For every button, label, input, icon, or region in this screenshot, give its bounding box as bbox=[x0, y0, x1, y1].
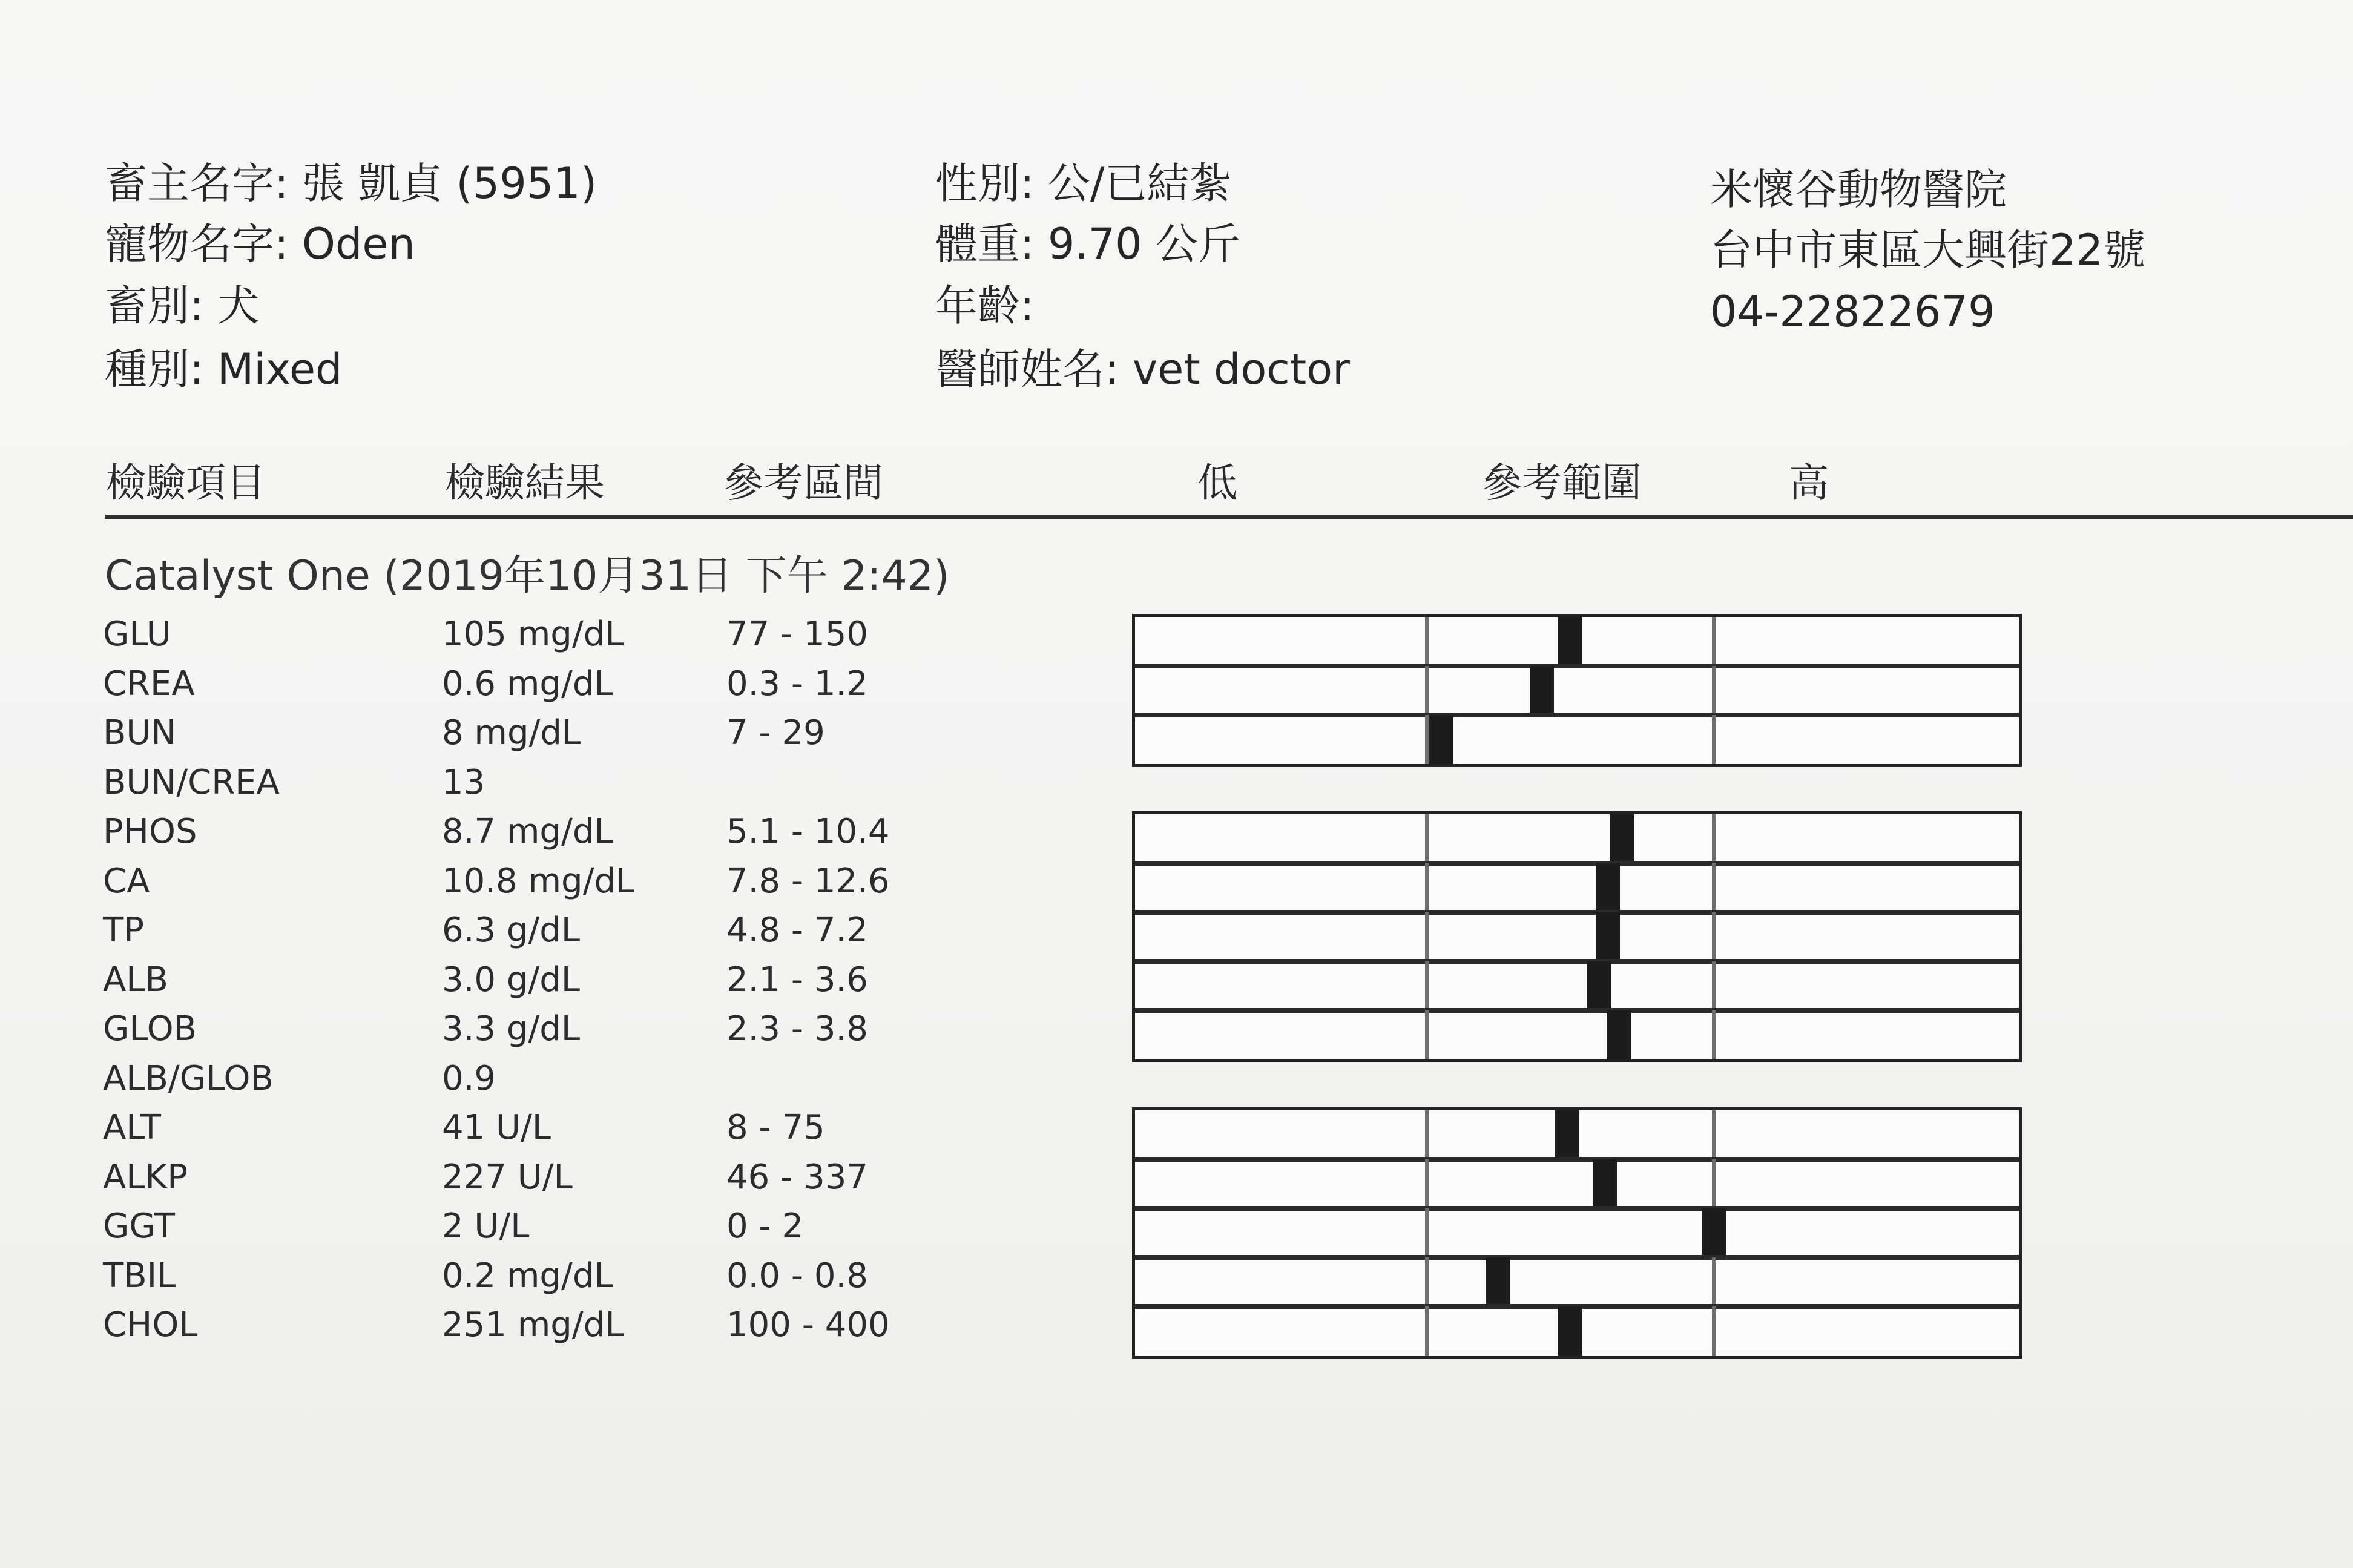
range-bar-ggt bbox=[1135, 1208, 2019, 1257]
result-row bbox=[0, 614, 1029, 667]
result-row bbox=[0, 1256, 1029, 1309]
header-result: 檢驗結果 bbox=[445, 460, 605, 506]
value-marker bbox=[1429, 715, 1453, 764]
test-result: 41 U/L bbox=[442, 1108, 551, 1147]
sex-label: 性別: bbox=[935, 159, 1035, 208]
test-reference: 5.1 - 10.4 bbox=[726, 812, 890, 851]
species-label: 畜別: bbox=[105, 281, 204, 331]
range-bound-line bbox=[1425, 715, 1429, 764]
range-bound-line bbox=[1425, 1010, 1429, 1059]
pet-value: Oden bbox=[301, 219, 415, 269]
result-row bbox=[0, 861, 1029, 914]
value-marker bbox=[1596, 912, 1620, 961]
clinic-phone: 04-22822679 bbox=[1710, 287, 1995, 337]
value-marker bbox=[1558, 1306, 1582, 1356]
test-reference: 77 - 150 bbox=[726, 614, 868, 654]
header-reference-interval: 參考區間 bbox=[723, 460, 883, 506]
value-marker bbox=[1593, 1159, 1617, 1208]
test-name: ALB bbox=[103, 960, 168, 1000]
range-bound-line bbox=[1712, 863, 1716, 912]
range-bound-line bbox=[1425, 814, 1429, 863]
breed-value: Mixed bbox=[217, 344, 343, 394]
result-row bbox=[0, 1305, 1029, 1358]
clinic-address: 台中市東區大興街22號 bbox=[1710, 225, 2146, 275]
header-reference-range: 參考範圍 bbox=[1482, 460, 1642, 506]
owner-value: 張 凱貞 (5951) bbox=[301, 159, 597, 208]
range-bar-group bbox=[1132, 614, 2022, 767]
range-bound-line bbox=[1425, 961, 1429, 1010]
test-result: 6.3 g/dL bbox=[442, 911, 581, 950]
range-bound-line bbox=[1712, 1257, 1716, 1306]
test-result: 0.9 bbox=[442, 1058, 496, 1098]
test-result: 8 mg/dL bbox=[442, 713, 581, 753]
result-row bbox=[0, 812, 1029, 865]
age-line bbox=[935, 281, 1035, 331]
test-name: CA bbox=[103, 861, 150, 901]
range-bound-line bbox=[1712, 814, 1716, 863]
test-result: 8.7 mg/dL bbox=[442, 812, 613, 851]
owner-label: 畜主名字: bbox=[105, 159, 289, 208]
range-bar-glu bbox=[1135, 617, 2019, 666]
range-bar-phos bbox=[1135, 814, 2019, 863]
range-bound-line bbox=[1425, 1159, 1429, 1208]
species-line bbox=[105, 281, 260, 331]
test-reference: 7 - 29 bbox=[726, 713, 825, 753]
test-result: 0.6 mg/dL bbox=[442, 664, 613, 703]
range-bound-line bbox=[1425, 863, 1429, 912]
clinic-name: 米懷谷動物醫院 bbox=[1710, 165, 2007, 214]
weight-line bbox=[935, 219, 1240, 269]
value-marker bbox=[1587, 961, 1611, 1010]
range-bound-line bbox=[1425, 1306, 1429, 1356]
result-row bbox=[0, 762, 1029, 815]
doctor-line bbox=[935, 344, 1350, 394]
range-bound-line bbox=[1712, 1010, 1716, 1059]
result-row bbox=[0, 960, 1029, 1013]
range-bar-glob bbox=[1135, 1010, 2019, 1059]
weight-label: 體重: bbox=[935, 219, 1035, 269]
test-result: 10.8 mg/dL bbox=[442, 861, 635, 901]
range-bound-line bbox=[1425, 1110, 1429, 1159]
test-name: ALT bbox=[103, 1108, 162, 1147]
test-name: BUN/CREA bbox=[103, 762, 280, 802]
test-reference: 0.0 - 0.8 bbox=[726, 1256, 868, 1296]
doctor-label: 醫師姓名: bbox=[935, 344, 1119, 394]
range-bound-line bbox=[1712, 961, 1716, 1010]
range-bound-line bbox=[1425, 1208, 1429, 1257]
owner-line bbox=[105, 159, 597, 208]
result-row bbox=[0, 911, 1029, 963]
test-name: GLOB bbox=[103, 1009, 197, 1049]
test-name: ALB/GLOB bbox=[103, 1058, 274, 1098]
range-bar-chol bbox=[1135, 1306, 2019, 1356]
range-bound-line bbox=[1712, 666, 1716, 715]
sex-line bbox=[935, 159, 1232, 208]
age-label: 年齡: bbox=[935, 281, 1035, 331]
test-reference: 2.1 - 3.6 bbox=[726, 960, 868, 1000]
test-reference: 0.3 - 1.2 bbox=[726, 664, 868, 703]
species-value: 犬 bbox=[217, 281, 260, 331]
result-row bbox=[0, 1058, 1029, 1112]
range-bound-line bbox=[1425, 912, 1429, 961]
range-bar-bun bbox=[1135, 715, 2019, 764]
test-name: PHOS bbox=[103, 812, 197, 851]
value-marker bbox=[1486, 1257, 1510, 1306]
breed-label: 種別: bbox=[105, 344, 204, 394]
test-result: 251 mg/dL bbox=[442, 1305, 624, 1345]
test-name: ALKP bbox=[103, 1157, 188, 1197]
result-row bbox=[0, 664, 1029, 717]
pet-line bbox=[105, 219, 415, 269]
test-name: CREA bbox=[103, 664, 195, 703]
value-marker bbox=[1558, 617, 1582, 666]
test-result: 3.0 g/dL bbox=[442, 960, 581, 1000]
value-marker bbox=[1530, 666, 1554, 715]
test-result: 0.2 mg/dL bbox=[442, 1256, 613, 1296]
pet-label: 寵物名字: bbox=[105, 219, 289, 269]
test-reference: 7.8 - 12.6 bbox=[726, 861, 890, 901]
test-result: 3.3 g/dL bbox=[442, 1009, 581, 1049]
range-bar-tbil bbox=[1135, 1257, 2019, 1306]
test-reference: 4.8 - 7.2 bbox=[726, 911, 868, 950]
range-bar-tp bbox=[1135, 912, 2019, 961]
test-reference: 46 - 337 bbox=[726, 1157, 868, 1197]
header-item: 檢驗項目 bbox=[106, 460, 266, 506]
test-name: GLU bbox=[103, 614, 171, 654]
header-divider bbox=[105, 515, 2353, 519]
doctor-value: vet doctor bbox=[1132, 344, 1350, 394]
range-bar-group bbox=[1132, 811, 2022, 1062]
test-result: 105 mg/dL bbox=[442, 614, 624, 654]
section-title: Catalyst One (2019年10月31日 下午 2:42) bbox=[105, 552, 950, 600]
test-name: TP bbox=[103, 911, 144, 950]
range-bound-line bbox=[1712, 715, 1716, 764]
range-bar-alb bbox=[1135, 961, 2019, 1010]
range-bound-line bbox=[1712, 912, 1716, 961]
range-bound-line bbox=[1712, 1110, 1716, 1159]
test-reference: 0 - 2 bbox=[726, 1207, 804, 1246]
breed-line bbox=[105, 344, 343, 394]
range-bound-line bbox=[1712, 617, 1716, 666]
test-reference: 2.3 - 3.8 bbox=[726, 1009, 868, 1049]
header-low: 低 bbox=[1197, 460, 1237, 506]
range-bound-line bbox=[1712, 1159, 1716, 1208]
range-bound-line bbox=[1425, 617, 1429, 666]
range-bound-line bbox=[1712, 1306, 1716, 1356]
result-row bbox=[0, 1157, 1029, 1210]
test-name: TBIL bbox=[103, 1256, 176, 1296]
range-bar-alkp bbox=[1135, 1159, 2019, 1208]
test-result: 2 U/L bbox=[442, 1207, 530, 1246]
weight-value: 9.70 公斤 bbox=[1047, 219, 1240, 269]
range-bar-group bbox=[1132, 1107, 2022, 1359]
value-marker bbox=[1607, 1010, 1631, 1059]
result-row bbox=[0, 713, 1029, 766]
range-bar-alt bbox=[1135, 1110, 2019, 1159]
value-marker bbox=[1610, 814, 1634, 863]
sex-value: 公/已結紮 bbox=[1047, 159, 1232, 208]
test-reference: 100 - 400 bbox=[726, 1305, 890, 1345]
test-reference: 8 - 75 bbox=[726, 1108, 825, 1147]
result-row bbox=[0, 1108, 1029, 1161]
result-row bbox=[0, 1207, 1029, 1259]
range-bar-ca bbox=[1135, 863, 2019, 912]
test-result: 13 bbox=[442, 762, 485, 802]
test-name: GGT bbox=[103, 1207, 175, 1246]
range-bar-crea bbox=[1135, 666, 2019, 715]
value-marker bbox=[1555, 1110, 1579, 1159]
value-marker bbox=[1596, 863, 1620, 912]
value-marker bbox=[1702, 1208, 1726, 1257]
test-name: CHOL bbox=[103, 1305, 198, 1345]
result-row bbox=[0, 1009, 1029, 1062]
test-name: BUN bbox=[103, 713, 177, 753]
range-bound-line bbox=[1425, 666, 1429, 715]
test-result: 227 U/L bbox=[442, 1157, 573, 1197]
range-bound-line bbox=[1425, 1257, 1429, 1306]
header-high: 高 bbox=[1789, 460, 1829, 506]
